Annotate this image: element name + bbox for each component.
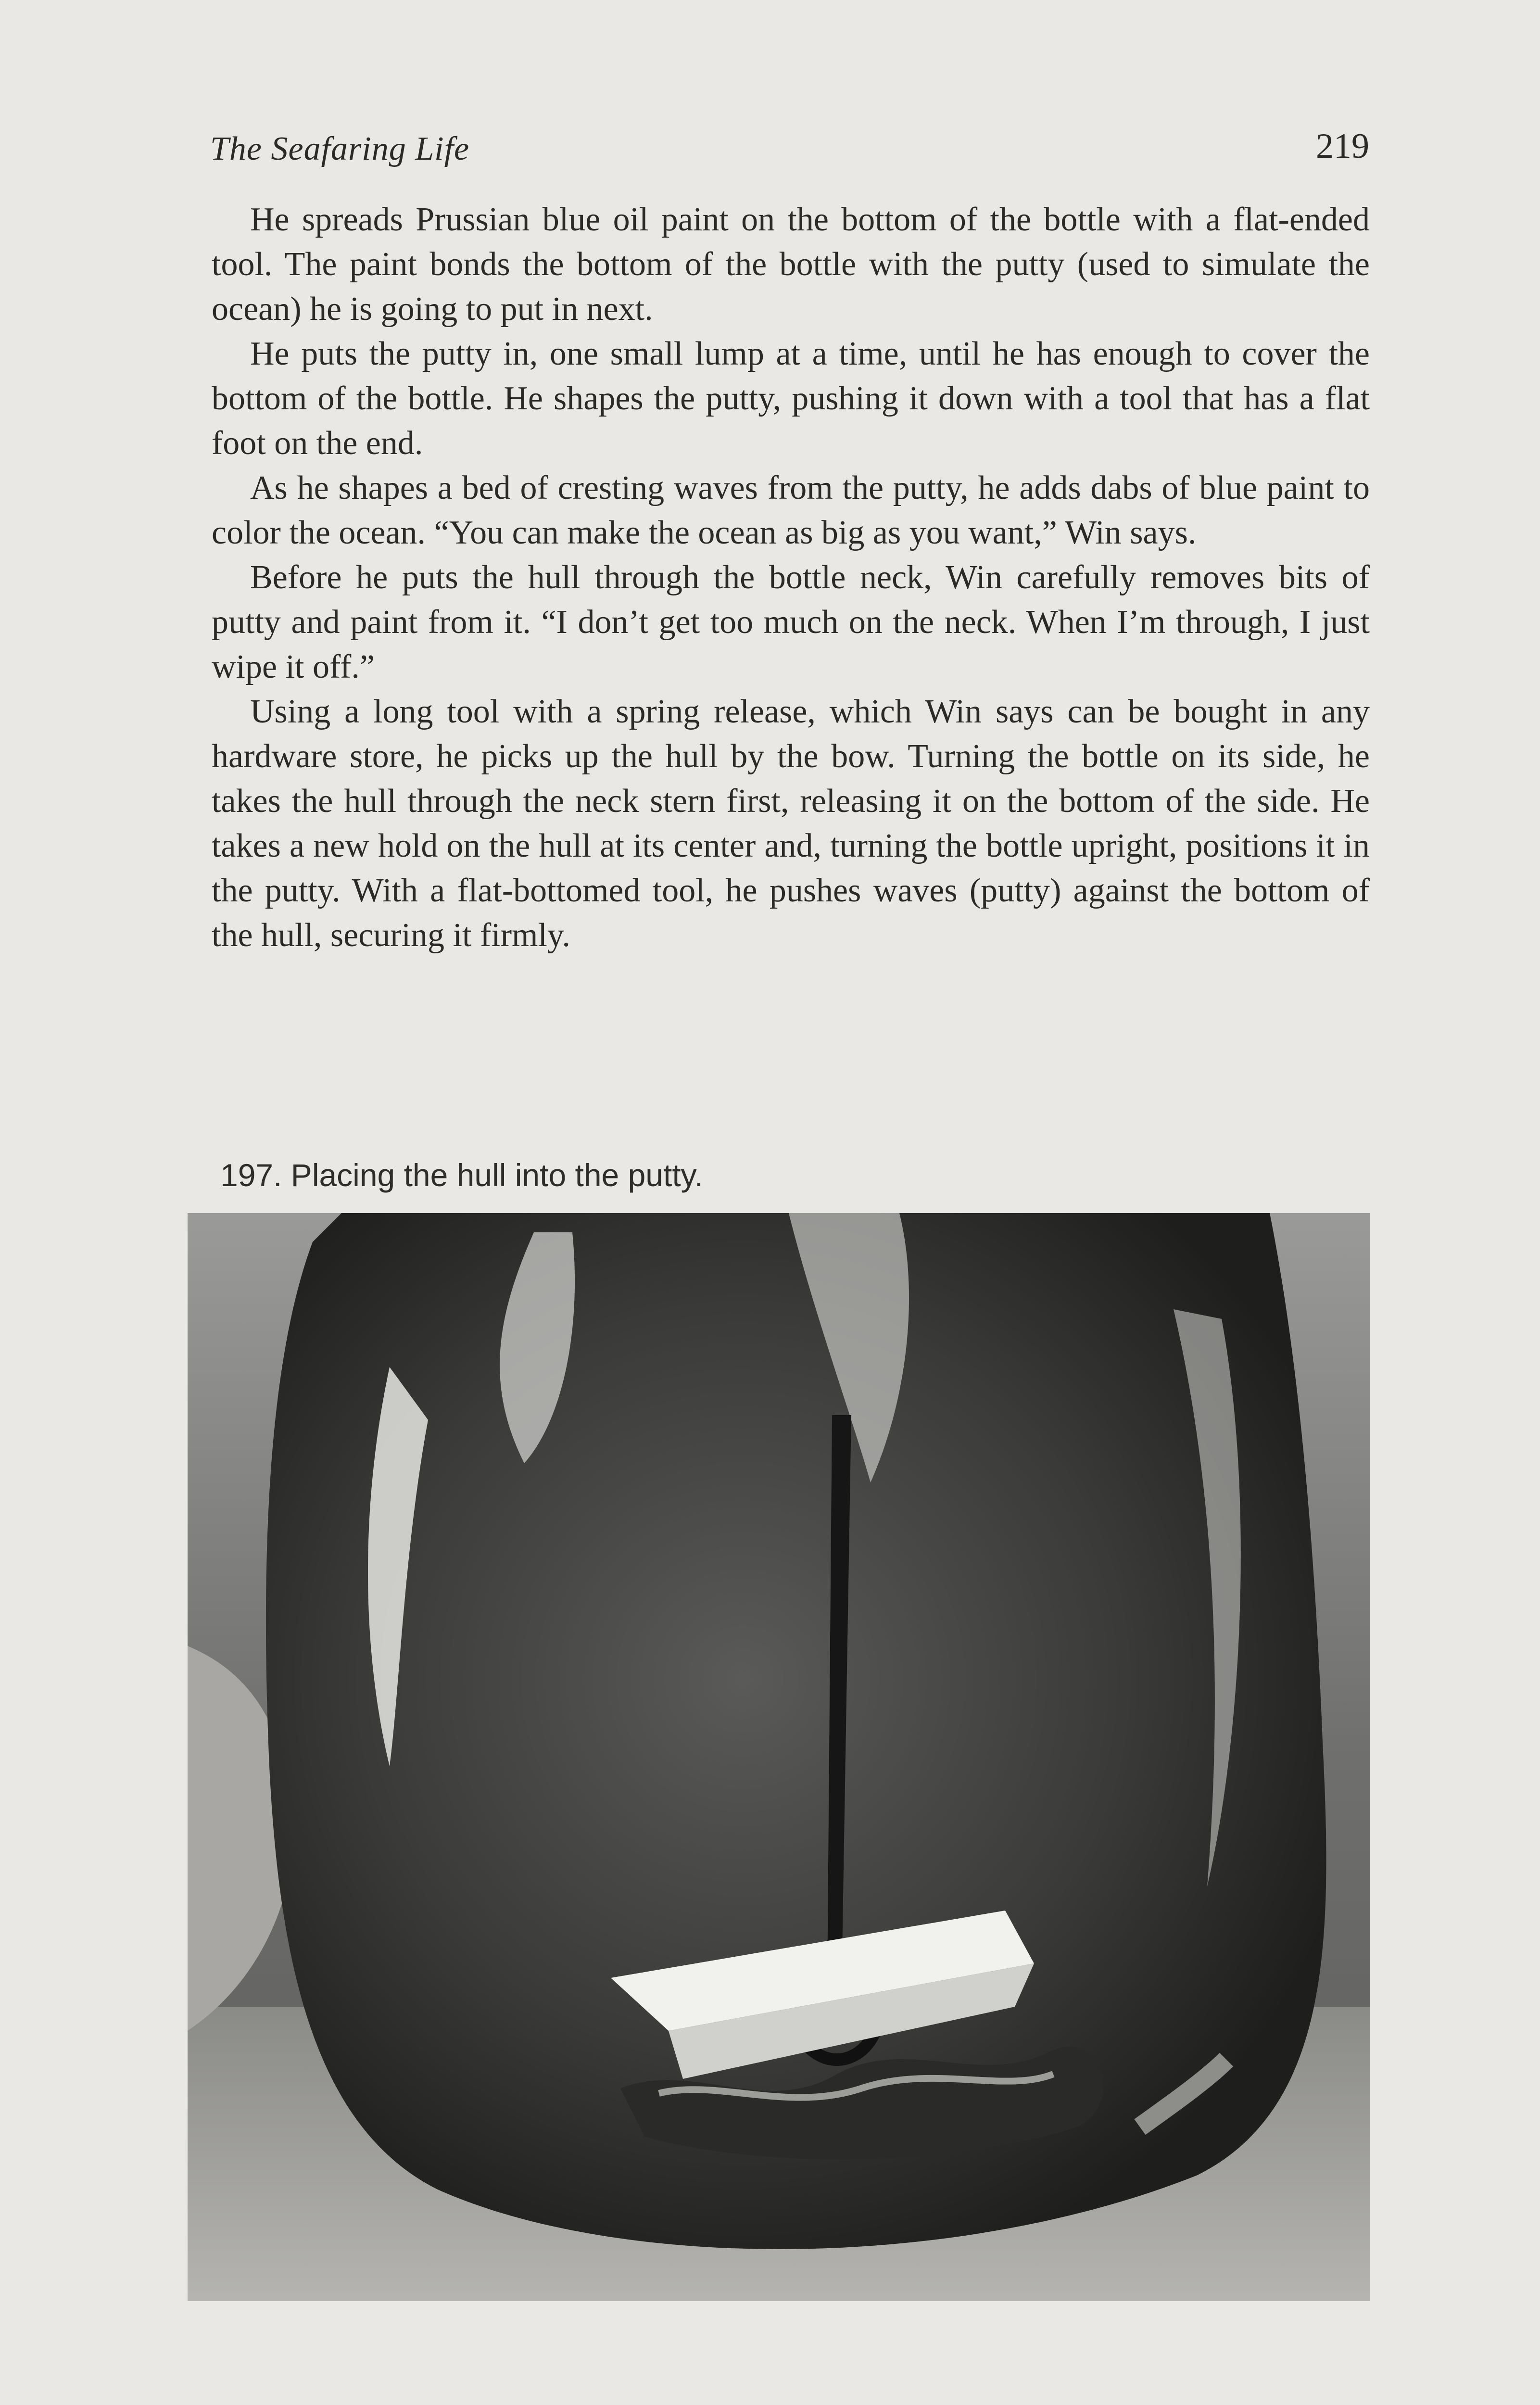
figure-caption: 197. Placing the hull into the putty. [220, 1157, 704, 1193]
paragraph: He spreads Prussian blue oil paint on the bottom of the bottle with a flat-ended tool. The paint bonds the bottom of the bottle with the putty (used to simulate the ocean) he is going to put in next. [212, 201, 1370, 328]
paragraph: Using a long tool with a spring release, which Win says can be bought in any hardware store, he picks up the hull by the bow. Turning the bottle on its side, he takes the hull through the neck stern first, releasing it on the bottom of the side. He takes a new hold on the hull at its center and, turning the bottle upright, positions it in the putty. With a flat-bottomed tool, he pushes waves (putty) against the bottom of the hull, securing it firmly. [212, 693, 1370, 954]
bottle-photo [188, 1213, 1370, 2301]
page-number: 219 [1316, 127, 1369, 166]
paragraph: As he shapes a bed of cresting waves from the putty, he adds dabs of blue paint to color the ocean. “You can make the ocean as big as you want,” Win says. [212, 469, 1370, 551]
running-title: The Seafaring Life [210, 130, 470, 167]
running-head [210, 127, 1369, 183]
paragraph: He puts the putty in, one small lump at a time, until he has enough to cover the bottom of the bottle. He shapes the putty, pushing it down with a tool that has a flat foot on the end. [212, 335, 1370, 462]
body-text [212, 197, 1370, 958]
paragraph: Before he puts the hull through the bottle neck, Win carefully removes bits of putty and paint from it. “I don’t get too much on the neck. When I’m through, I just wipe it off.” [212, 559, 1370, 685]
bottle-photo-illustration [188, 1213, 1370, 2301]
